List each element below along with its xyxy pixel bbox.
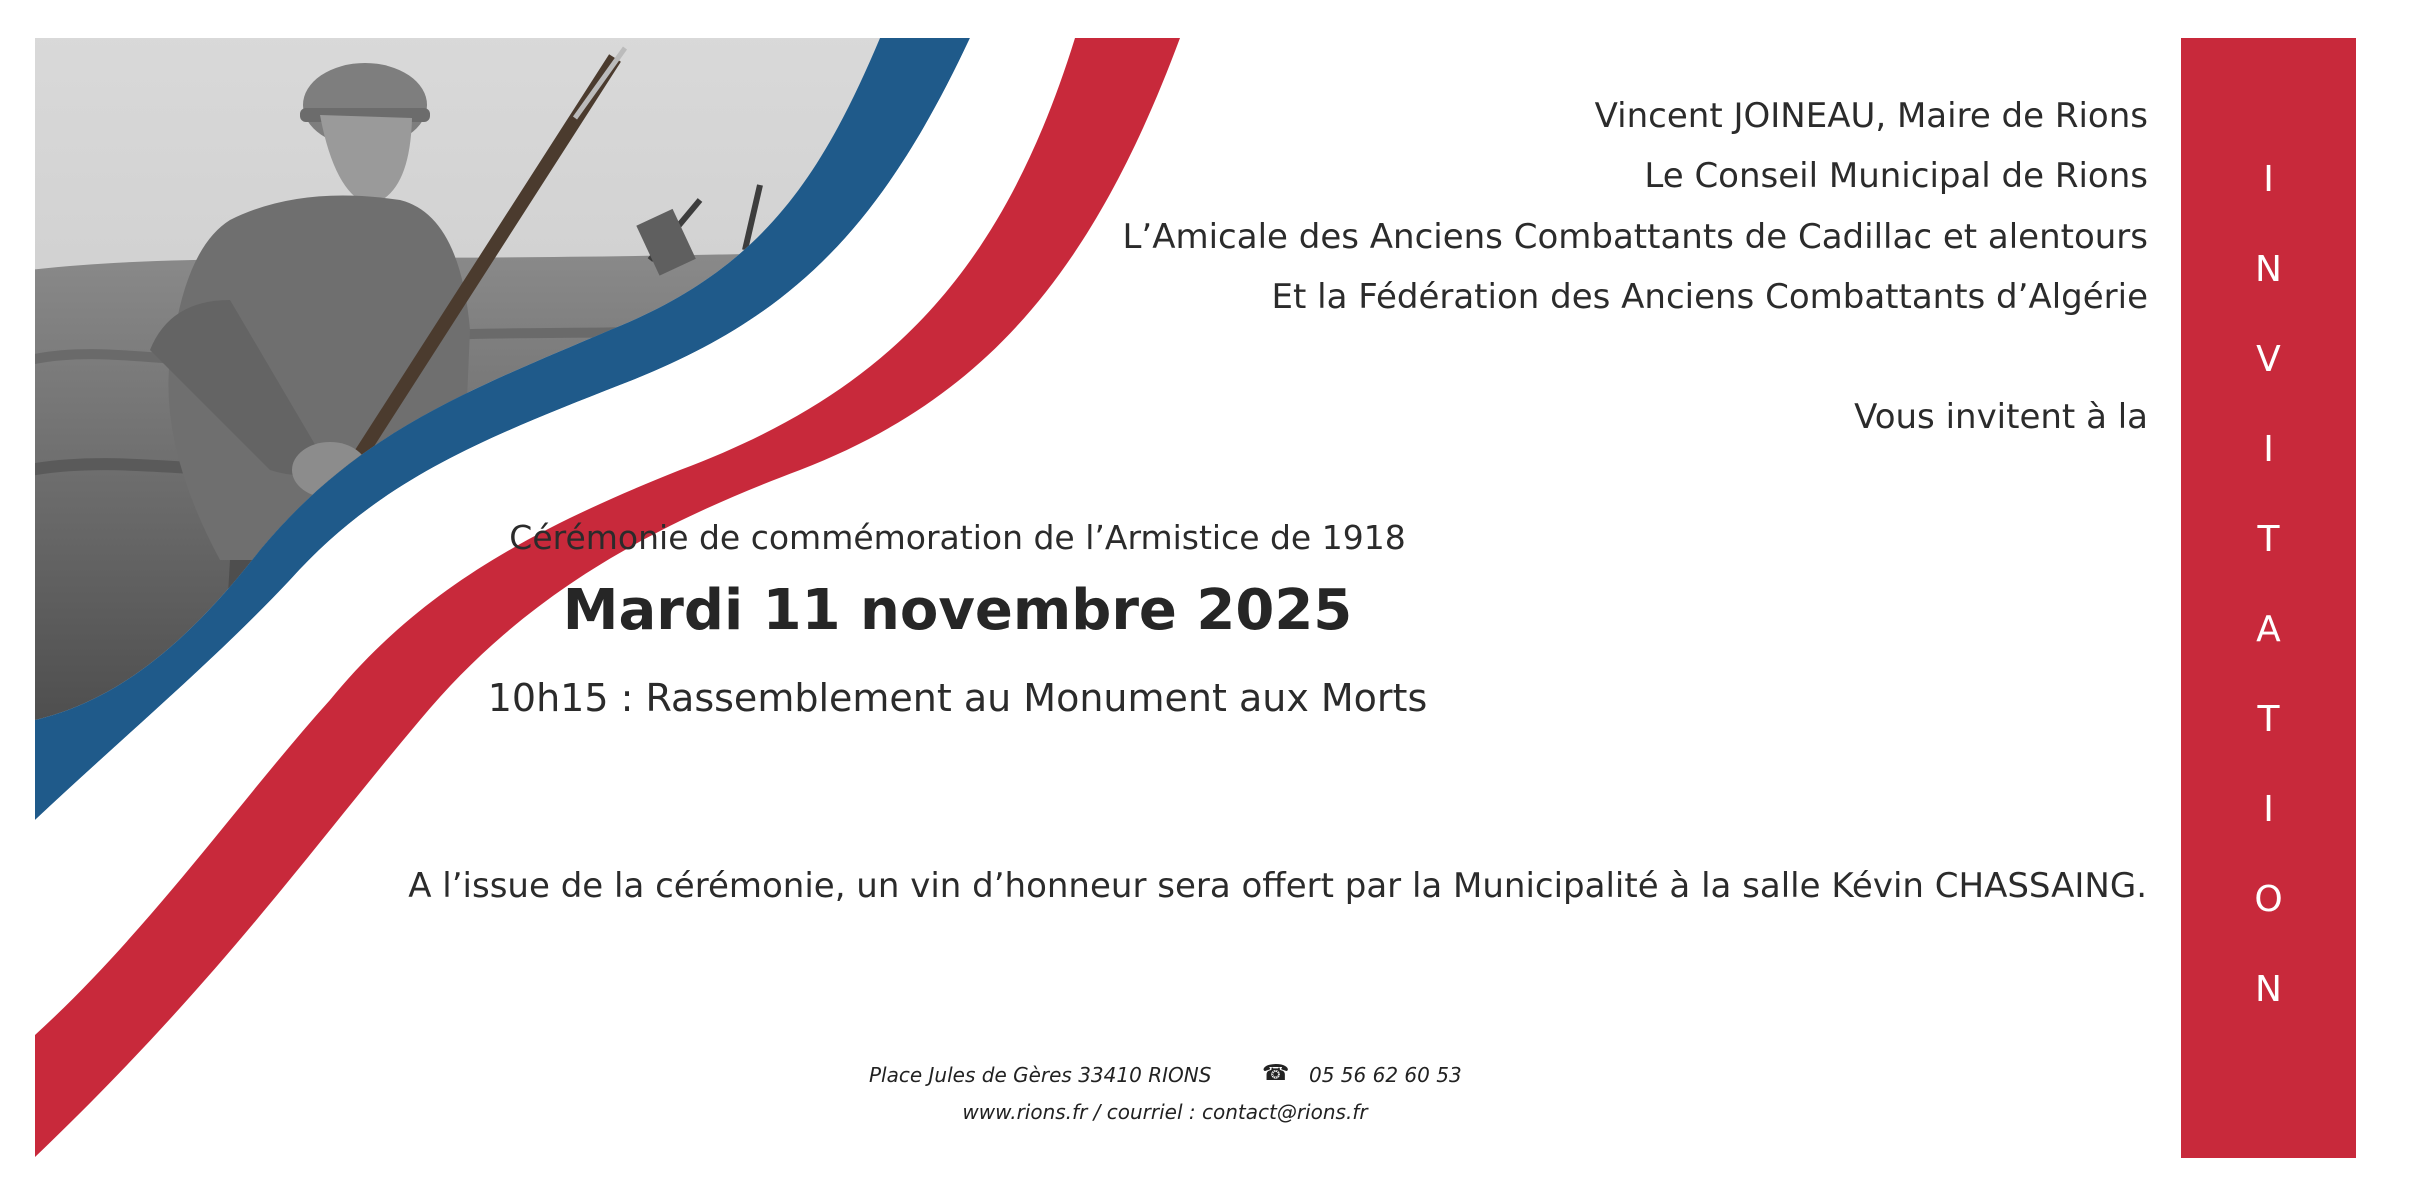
ceremony-title: Cérémonie de commémoration de l’Armistice de 1918 xyxy=(509,518,1406,557)
banner-letter: N xyxy=(2255,969,2282,1010)
footer-phone: 05 56 62 60 53 xyxy=(1309,1063,1462,1087)
banner-letter: O xyxy=(2254,879,2283,920)
telephone-icon: ☎ xyxy=(1262,1061,1290,1086)
invite-line: Vous invitent à la xyxy=(1854,397,2148,437)
banner-letter: I xyxy=(2263,429,2274,470)
reception-notice: A l’issue de la cérémonie, un vin d’honneur sera offert par la Municipalité à la salle Kévin CHASSAING. xyxy=(408,866,2147,906)
footer-web-email: www.rions.fr / courriel : contact@rions.fr xyxy=(962,1100,1368,1124)
banner-letter: T xyxy=(2257,699,2280,740)
organizer-amicale: L’Amicale des Anciens Combattants de Cadillac et alentours xyxy=(1122,217,2148,257)
organizer-federation: Et la Fédération des Anciens Combattants d’Algérie xyxy=(1271,277,2148,317)
organizer-council: Le Conseil Municipal de Rions xyxy=(1644,156,2148,196)
gathering-time: 10h15 : Rassemblement au Monument aux Morts xyxy=(487,676,1428,720)
banner-letter: N xyxy=(2255,249,2282,290)
banner-letter: I xyxy=(2263,159,2274,200)
banner-letter: V xyxy=(2256,339,2281,380)
banner-letter: T xyxy=(2257,519,2280,560)
footer-address: Place Jules de Gères 33410 RIONS xyxy=(869,1063,1212,1087)
banner-letter: I xyxy=(2263,789,2274,830)
invitation-banner xyxy=(2181,38,2356,1158)
organizer-mayor: Vincent JOINEAU, Maire de Rions xyxy=(1594,96,2148,136)
event-date: Mardi 11 novembre 2025 xyxy=(562,578,1353,643)
banner-letter: A xyxy=(2256,609,2281,650)
